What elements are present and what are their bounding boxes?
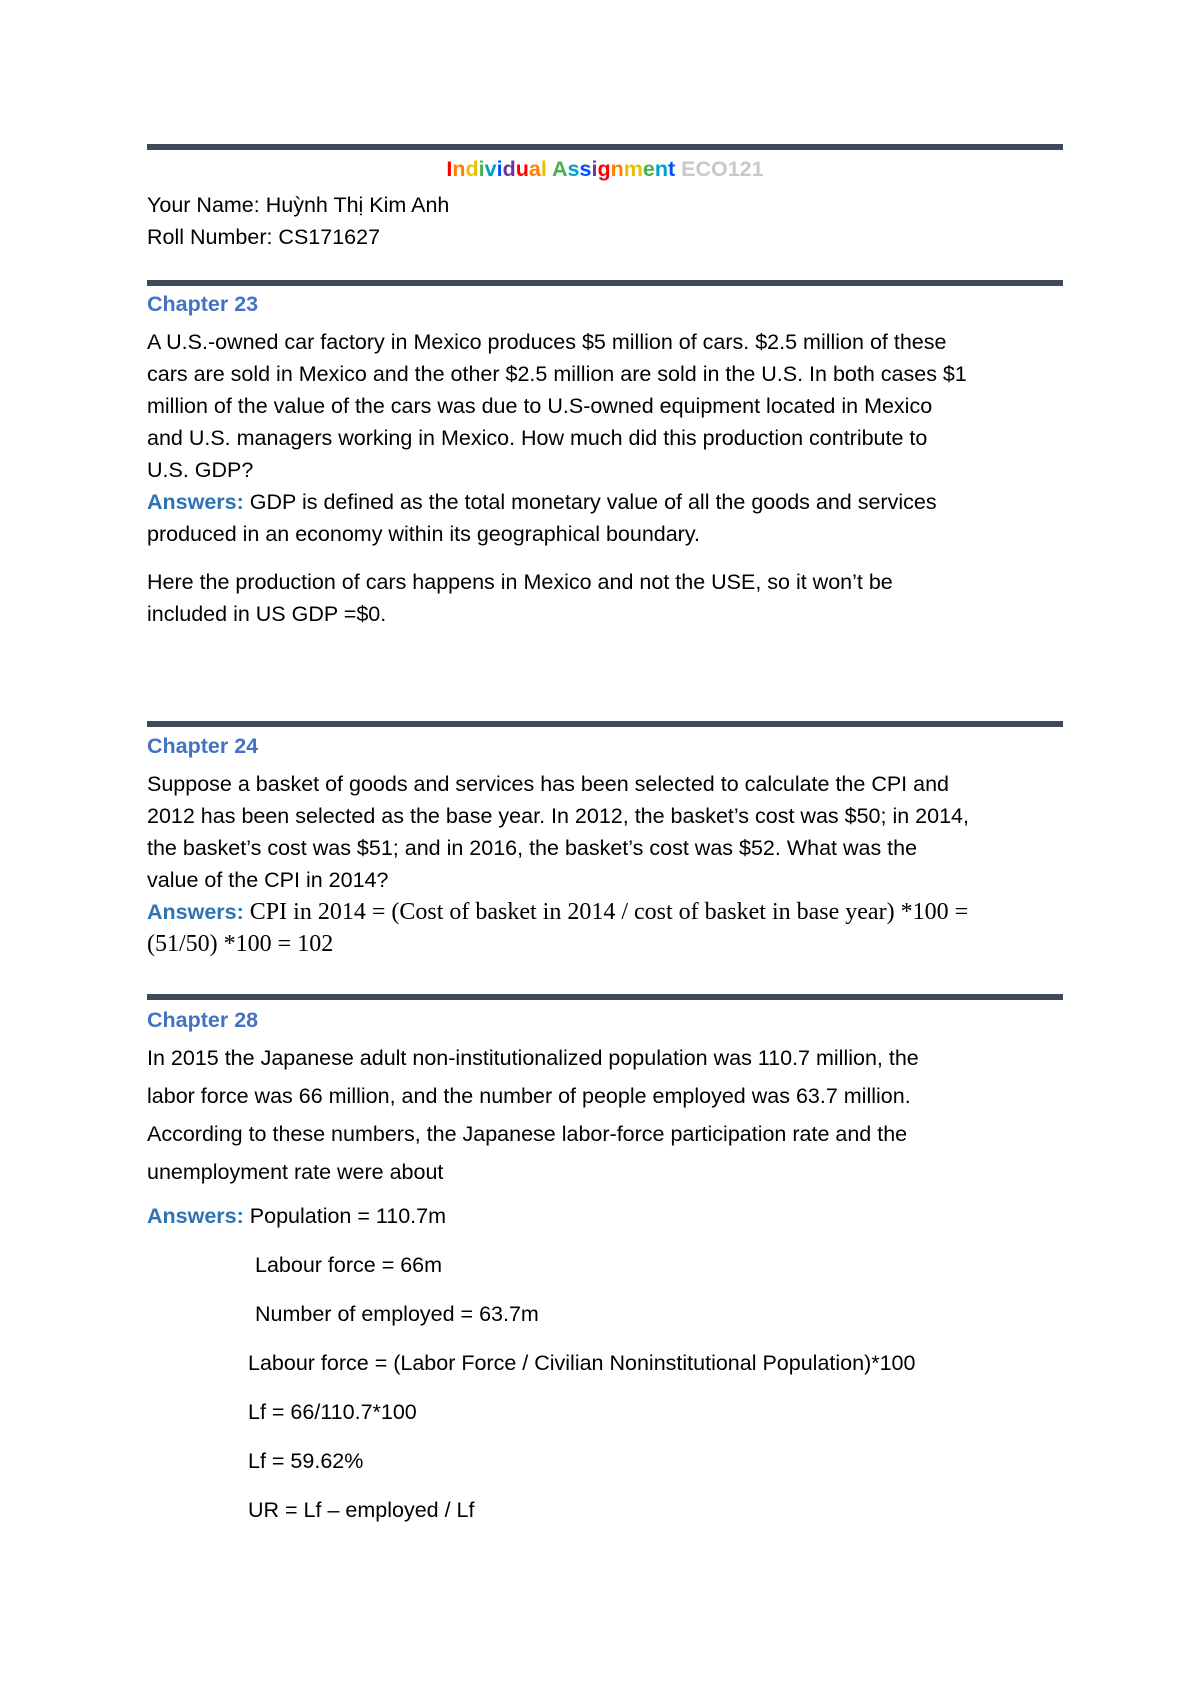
chapter24-question-line: 2012 has been selected as the base year. In 2012, the basket’s cost was $50; in 2014, <box>147 804 969 828</box>
chapter23-answer-text: GDP is defined as the total monetary value of all the goods and services <box>243 490 937 514</box>
title-letter: m <box>623 157 643 181</box>
chapter23-rule <box>147 280 1063 286</box>
chapter24-answer-text: CPI in 2014 = (Cost of basket in 2014 / cost of basket in base year) *100 = <box>243 899 969 925</box>
chapter28-rule <box>147 994 1063 1000</box>
chapter23-question-line: and U.S. managers working in Mexico. How much did this production contribute to <box>147 426 928 450</box>
title-course-code: ECO121 <box>675 157 764 181</box>
title-letter: i <box>478 157 485 181</box>
title-letter: g <box>597 157 611 181</box>
title-letter: s <box>579 157 592 181</box>
chapter28-question-line: unemployment rate were about <box>147 1160 444 1184</box>
chapter24-question-line: Suppose a basket of goods and services has been selected to calculate the CPI and <box>147 772 949 796</box>
title-letter: v <box>484 157 497 181</box>
chapter24-question-line: value of the CPI in 2014? <box>147 868 389 892</box>
chapter23-question-line: U.S. GDP? <box>147 458 254 482</box>
title-letter: i <box>591 157 598 181</box>
title-letter: I <box>446 157 453 181</box>
title-letter: n <box>610 157 624 181</box>
chapter28-work-line: Labour force = (Labor Force / Civilian Noninstitutional Population)*100 <box>248 1351 916 1375</box>
chapter24-answer-line: (51/50) *100 = 102 <box>147 931 334 957</box>
title-rainbow-text <box>446 157 675 181</box>
chapter23-answer-line <box>147 489 937 515</box>
chapter24-answer-line <box>147 899 968 925</box>
chapter28-work-line: Number of employed = 63.7m <box>255 1302 539 1326</box>
title-letter: i <box>496 157 503 181</box>
title-letter: l <box>540 157 547 181</box>
chapter28-question-line: labor force was 66 million, and the number of people employed was 63.7 million. <box>147 1084 911 1108</box>
chapter23-question-line: A U.S.-owned car factory in Mexico produces $5 million of cars. $2.5 million of these <box>147 330 947 354</box>
chapter28-answer-line <box>147 1203 446 1229</box>
chapter28-question-line: In 2015 the Japanese adult non-institutionalized population was 110.7 million, the <box>147 1046 919 1070</box>
document-title <box>147 156 1063 182</box>
chapter24-heading: Chapter 24 <box>147 734 259 758</box>
title-letter: t <box>667 157 676 181</box>
roll-number: Roll Number: CS171627 <box>147 225 381 249</box>
chapter28-work-line: Lf = 59.62% <box>248 1449 364 1473</box>
title-letter: n <box>452 157 466 181</box>
chapter23-answer-label: Answers: <box>147 490 244 514</box>
title-letter: n <box>654 157 668 181</box>
chapter28-work-line: Lf = 66/110.7*100 <box>248 1400 417 1424</box>
title-letter: u <box>515 157 529 181</box>
chapter23-question-line: million of the value of the cars was due to U.S-owned equipment located in Mexico <box>147 394 933 418</box>
chapter28-question-line: According to these numbers, the Japanese labor-force participation rate and the <box>147 1122 908 1146</box>
chapter28-heading: Chapter 28 <box>147 1008 259 1032</box>
chapter23-heading: Chapter 23 <box>147 292 259 316</box>
chapter28-work-line: UR = Lf – employed / Lf <box>248 1498 475 1522</box>
student-name: Your Name: Huỳnh Thị Kim Anh <box>147 193 450 217</box>
chapter24-rule <box>147 721 1063 727</box>
chapter23-answer-line: Here the production of cars happens in Mexico and not the USE, so it won’t be <box>147 570 893 594</box>
chapter23-answer-line: included in US GDP =$0. <box>147 602 387 626</box>
header-top-rule <box>147 144 1063 150</box>
chapter23-answer-line: produced in an economy within its geographical boundary. <box>147 522 700 546</box>
title-letter: A <box>552 157 568 181</box>
chapter23-question-line: cars are sold in Mexico and the other $2.5 million are sold in the U.S. In both cases $1 <box>147 362 967 386</box>
title-letter: e <box>642 157 655 181</box>
chapter28-answer-label: Answers: <box>147 1204 244 1228</box>
chapter24-answer-label: Answers: <box>147 900 244 924</box>
title-letter: a <box>528 157 541 181</box>
title-letter: s <box>567 157 580 181</box>
chapter28-work-line: Labour force = 66m <box>255 1253 443 1277</box>
chapter28-answer-text: Population = 110.7m <box>243 1204 446 1228</box>
title-letter: d <box>465 157 479 181</box>
title-letter: d <box>502 157 516 181</box>
chapter24-question-line: the basket’s cost was $51; and in 2016, the basket’s cost was $52. What was the <box>147 836 918 860</box>
